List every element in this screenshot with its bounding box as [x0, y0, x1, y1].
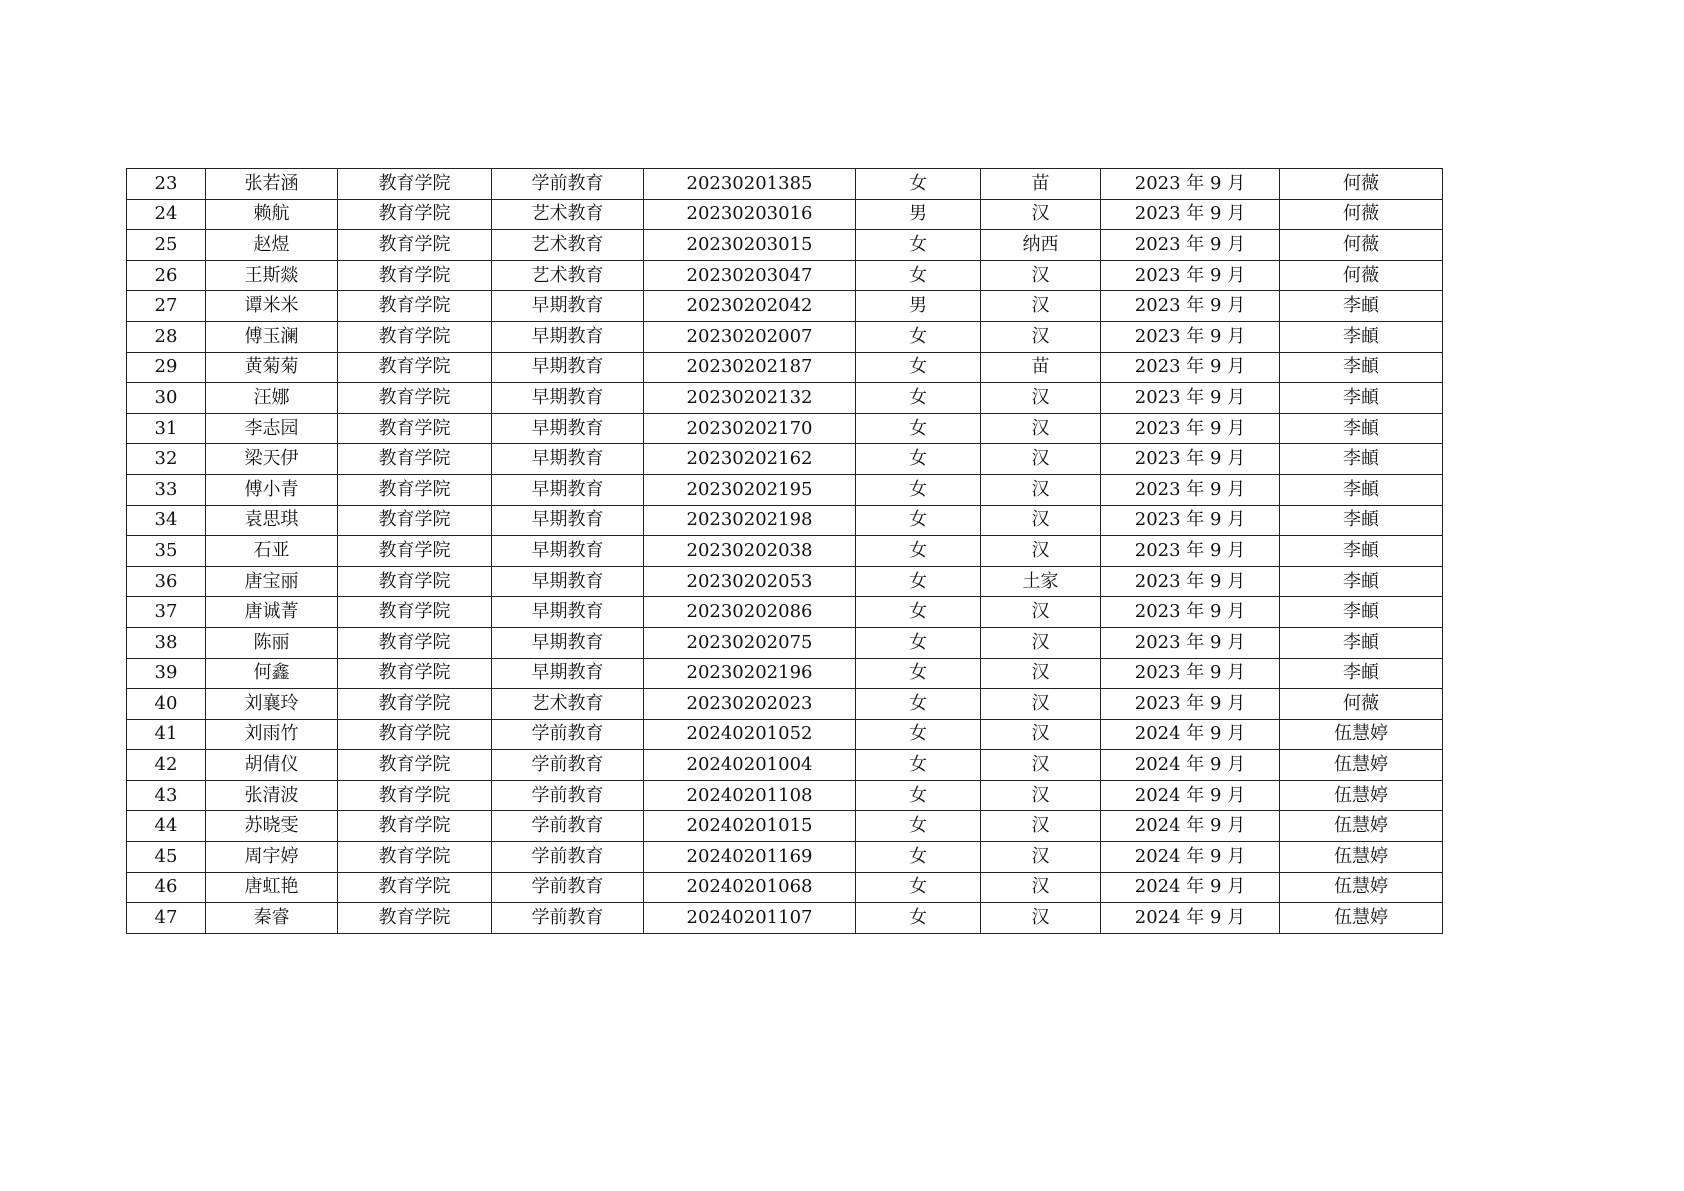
- table-row: [127, 689, 1443, 720]
- table-row: [127, 780, 1443, 811]
- college-cell: 教育学院: [338, 413, 492, 444]
- student-id-cell: 20230202170: [644, 413, 856, 444]
- gender-cell: 女: [856, 321, 981, 352]
- table-row: [127, 413, 1443, 444]
- row-number-cell: 39: [127, 658, 206, 689]
- enrollment-date-cell: 2023 年 9 月: [1101, 260, 1280, 291]
- ethnicity-cell: 汉: [981, 597, 1101, 628]
- student-id-cell: 20230203015: [644, 230, 856, 261]
- table-row: [127, 811, 1443, 842]
- advisor-cell: 何薇: [1280, 230, 1443, 261]
- enrollment-date-cell: 2024 年 9 月: [1101, 903, 1280, 934]
- advisor-cell: 伍慧婷: [1280, 750, 1443, 781]
- major-cell: 学前教育: [492, 750, 644, 781]
- table-row: [127, 597, 1443, 628]
- student-id-cell: 20230203047: [644, 260, 856, 291]
- gender-cell: 女: [856, 842, 981, 873]
- gender-cell: 女: [856, 780, 981, 811]
- enrollment-date-cell: 2023 年 9 月: [1101, 505, 1280, 536]
- row-number-cell: 29: [127, 352, 206, 383]
- student-name-cell: 王斯燚: [206, 260, 338, 291]
- row-number-cell: 28: [127, 321, 206, 352]
- table-row: [127, 260, 1443, 291]
- ethnicity-cell: 汉: [981, 750, 1101, 781]
- ethnicity-cell: 汉: [981, 627, 1101, 658]
- row-number-cell: 31: [127, 413, 206, 444]
- row-number-cell: 34: [127, 505, 206, 536]
- row-number-cell: 32: [127, 444, 206, 475]
- student-id-cell: 20230202196: [644, 658, 856, 689]
- major-cell: 早期教育: [492, 597, 644, 628]
- enrollment-date-cell: 2023 年 9 月: [1101, 169, 1280, 200]
- college-cell: 教育学院: [338, 199, 492, 230]
- major-cell: 早期教育: [492, 658, 644, 689]
- gender-cell: 女: [856, 811, 981, 842]
- advisor-cell: 李頔: [1280, 658, 1443, 689]
- ethnicity-cell: 汉: [981, 842, 1101, 873]
- gender-cell: 女: [856, 474, 981, 505]
- student-name-cell: 汪娜: [206, 383, 338, 414]
- advisor-cell: 李頔: [1280, 474, 1443, 505]
- table-row: [127, 321, 1443, 352]
- student-name-cell: 李志园: [206, 413, 338, 444]
- college-cell: 教育学院: [338, 383, 492, 414]
- row-number-cell: 42: [127, 750, 206, 781]
- student-name-cell: 秦睿: [206, 903, 338, 934]
- ethnicity-cell: 汉: [981, 536, 1101, 567]
- table-row: [127, 750, 1443, 781]
- gender-cell: 女: [856, 627, 981, 658]
- enrollment-date-cell: 2024 年 9 月: [1101, 811, 1280, 842]
- student-name-cell: 傅小青: [206, 474, 338, 505]
- student-id-cell: 20230202086: [644, 597, 856, 628]
- college-cell: 教育学院: [338, 505, 492, 536]
- student-name-cell: 袁思琪: [206, 505, 338, 536]
- student-name-cell: 刘雨竹: [206, 719, 338, 750]
- gender-cell: 女: [856, 444, 981, 475]
- college-cell: 教育学院: [338, 903, 492, 934]
- enrollment-date-cell: 2023 年 9 月: [1101, 413, 1280, 444]
- student-id-cell: 20240201107: [644, 903, 856, 934]
- enrollment-date-cell: 2023 年 9 月: [1101, 474, 1280, 505]
- enrollment-date-cell: 2023 年 9 月: [1101, 230, 1280, 261]
- major-cell: 早期教育: [492, 352, 644, 383]
- table-row: [127, 842, 1443, 873]
- major-cell: 艺术教育: [492, 260, 644, 291]
- major-cell: 学前教育: [492, 719, 644, 750]
- ethnicity-cell: 土家: [981, 566, 1101, 597]
- advisor-cell: 李頔: [1280, 383, 1443, 414]
- student-name-cell: 张若涵: [206, 169, 338, 200]
- gender-cell: 女: [856, 566, 981, 597]
- advisor-cell: 李頔: [1280, 627, 1443, 658]
- major-cell: 学前教育: [492, 872, 644, 903]
- gender-cell: 女: [856, 413, 981, 444]
- enrollment-date-cell: 2023 年 9 月: [1101, 352, 1280, 383]
- ethnicity-cell: 汉: [981, 689, 1101, 720]
- student-name-cell: 石亚: [206, 536, 338, 567]
- table-row: [127, 444, 1443, 475]
- enrollment-date-cell: 2024 年 9 月: [1101, 780, 1280, 811]
- table-row: [127, 627, 1443, 658]
- student-id-cell: 20230202198: [644, 505, 856, 536]
- college-cell: 教育学院: [338, 719, 492, 750]
- gender-cell: 女: [856, 872, 981, 903]
- student-name-cell: 唐虹艳: [206, 872, 338, 903]
- major-cell: 早期教育: [492, 413, 644, 444]
- college-cell: 教育学院: [338, 321, 492, 352]
- advisor-cell: 何薇: [1280, 260, 1443, 291]
- student-id-cell: 20240201108: [644, 780, 856, 811]
- major-cell: 早期教育: [492, 321, 644, 352]
- major-cell: 学前教育: [492, 811, 644, 842]
- major-cell: 学前教育: [492, 169, 644, 200]
- college-cell: 教育学院: [338, 169, 492, 200]
- table-row: [127, 352, 1443, 383]
- enrollment-date-cell: 2023 年 9 月: [1101, 627, 1280, 658]
- student-id-cell: 20230202042: [644, 291, 856, 322]
- advisor-cell: 李頔: [1280, 413, 1443, 444]
- gender-cell: 女: [856, 169, 981, 200]
- student-name-cell: 谭米米: [206, 291, 338, 322]
- major-cell: 早期教育: [492, 474, 644, 505]
- gender-cell: 女: [856, 689, 981, 720]
- ethnicity-cell: 汉: [981, 444, 1101, 475]
- enrollment-date-cell: 2023 年 9 月: [1101, 597, 1280, 628]
- gender-cell: 女: [856, 658, 981, 689]
- ethnicity-cell: 汉: [981, 903, 1101, 934]
- advisor-cell: 何薇: [1280, 689, 1443, 720]
- table-row: [127, 903, 1443, 934]
- ethnicity-cell: 汉: [981, 199, 1101, 230]
- advisor-cell: 李頔: [1280, 321, 1443, 352]
- student-name-cell: 周宇婷: [206, 842, 338, 873]
- ethnicity-cell: 汉: [981, 474, 1101, 505]
- student-roster-sheet: [126, 168, 1442, 934]
- enrollment-date-cell: 2024 年 9 月: [1101, 872, 1280, 903]
- college-cell: 教育学院: [338, 260, 492, 291]
- row-number-cell: 35: [127, 536, 206, 567]
- student-name-cell: 赖航: [206, 199, 338, 230]
- major-cell: 早期教育: [492, 383, 644, 414]
- college-cell: 教育学院: [338, 689, 492, 720]
- college-cell: 教育学院: [338, 566, 492, 597]
- major-cell: 早期教育: [492, 444, 644, 475]
- table-row: [127, 566, 1443, 597]
- college-cell: 教育学院: [338, 780, 492, 811]
- student-id-cell: 20230202075: [644, 627, 856, 658]
- advisor-cell: 何薇: [1280, 169, 1443, 200]
- gender-cell: 女: [856, 352, 981, 383]
- row-number-cell: 47: [127, 903, 206, 934]
- gender-cell: 女: [856, 260, 981, 291]
- gender-cell: 女: [856, 903, 981, 934]
- major-cell: 艺术教育: [492, 230, 644, 261]
- row-number-cell: 45: [127, 842, 206, 873]
- student-id-cell: 20230202038: [644, 536, 856, 567]
- student-name-cell: 苏晓雯: [206, 811, 338, 842]
- row-number-cell: 25: [127, 230, 206, 261]
- gender-cell: 女: [856, 719, 981, 750]
- student-name-cell: 刘襄玲: [206, 689, 338, 720]
- student-name-cell: 陈丽: [206, 627, 338, 658]
- ethnicity-cell: 纳西: [981, 230, 1101, 261]
- row-number-cell: 26: [127, 260, 206, 291]
- row-number-cell: 41: [127, 719, 206, 750]
- advisor-cell: 李頔: [1280, 352, 1443, 383]
- gender-cell: 女: [856, 230, 981, 261]
- ethnicity-cell: 汉: [981, 291, 1101, 322]
- enrollment-date-cell: 2023 年 9 月: [1101, 689, 1280, 720]
- student-id-cell: 20240201068: [644, 872, 856, 903]
- enrollment-date-cell: 2023 年 9 月: [1101, 383, 1280, 414]
- student-id-cell: 20230203016: [644, 199, 856, 230]
- ethnicity-cell: 汉: [981, 321, 1101, 352]
- student-name-cell: 唐诚菁: [206, 597, 338, 628]
- advisor-cell: 伍慧婷: [1280, 903, 1443, 934]
- gender-cell: 男: [856, 291, 981, 322]
- student-id-cell: 20230202132: [644, 383, 856, 414]
- enrollment-date-cell: 2023 年 9 月: [1101, 321, 1280, 352]
- student-id-cell: 20230202053: [644, 566, 856, 597]
- major-cell: 早期教育: [492, 505, 644, 536]
- college-cell: 教育学院: [338, 291, 492, 322]
- advisor-cell: 李頔: [1280, 597, 1443, 628]
- gender-cell: 女: [856, 505, 981, 536]
- table-row: [127, 505, 1443, 536]
- student-id-cell: 20240201004: [644, 750, 856, 781]
- advisor-cell: 何薇: [1280, 199, 1443, 230]
- enrollment-date-cell: 2024 年 9 月: [1101, 719, 1280, 750]
- college-cell: 教育学院: [338, 811, 492, 842]
- advisor-cell: 伍慧婷: [1280, 811, 1443, 842]
- enrollment-date-cell: 2024 年 9 月: [1101, 750, 1280, 781]
- table-row: [127, 230, 1443, 261]
- student-name-cell: 唐宝丽: [206, 566, 338, 597]
- student-id-cell: 20240201052: [644, 719, 856, 750]
- advisor-cell: 伍慧婷: [1280, 872, 1443, 903]
- major-cell: 早期教育: [492, 536, 644, 567]
- advisor-cell: 李頔: [1280, 536, 1443, 567]
- ethnicity-cell: 苗: [981, 352, 1101, 383]
- ethnicity-cell: 汉: [981, 780, 1101, 811]
- student-id-cell: 20230202195: [644, 474, 856, 505]
- enrollment-date-cell: 2023 年 9 月: [1101, 536, 1280, 567]
- table-row: [127, 199, 1443, 230]
- row-number-cell: 24: [127, 199, 206, 230]
- major-cell: 学前教育: [492, 842, 644, 873]
- student-name-cell: 张清波: [206, 780, 338, 811]
- table-row: [127, 383, 1443, 414]
- table-row: [127, 474, 1443, 505]
- college-cell: 教育学院: [338, 627, 492, 658]
- row-number-cell: 43: [127, 780, 206, 811]
- student-name-cell: 赵煜: [206, 230, 338, 261]
- gender-cell: 女: [856, 750, 981, 781]
- ethnicity-cell: 汉: [981, 811, 1101, 842]
- college-cell: 教育学院: [338, 230, 492, 261]
- table-row: [127, 658, 1443, 689]
- roster-body: [127, 169, 1443, 934]
- table-row: [127, 291, 1443, 322]
- student-id-cell: 20230202023: [644, 689, 856, 720]
- student-id-cell: 20230202187: [644, 352, 856, 383]
- student-name-cell: 梁天伊: [206, 444, 338, 475]
- student-id-cell: 20230202007: [644, 321, 856, 352]
- enrollment-date-cell: 2023 年 9 月: [1101, 291, 1280, 322]
- advisor-cell: 李頔: [1280, 444, 1443, 475]
- college-cell: 教育学院: [338, 842, 492, 873]
- enrollment-date-cell: 2024 年 9 月: [1101, 842, 1280, 873]
- row-number-cell: 38: [127, 627, 206, 658]
- student-roster-table: [126, 168, 1443, 934]
- ethnicity-cell: 汉: [981, 719, 1101, 750]
- student-id-cell: 20240201015: [644, 811, 856, 842]
- major-cell: 艺术教育: [492, 689, 644, 720]
- college-cell: 教育学院: [338, 597, 492, 628]
- enrollment-date-cell: 2023 年 9 月: [1101, 444, 1280, 475]
- college-cell: 教育学院: [338, 750, 492, 781]
- table-row: [127, 169, 1443, 200]
- ethnicity-cell: 汉: [981, 260, 1101, 291]
- student-name-cell: 何鑫: [206, 658, 338, 689]
- advisor-cell: 李頔: [1280, 291, 1443, 322]
- enrollment-date-cell: 2023 年 9 月: [1101, 566, 1280, 597]
- ethnicity-cell: 汉: [981, 383, 1101, 414]
- advisor-cell: 伍慧婷: [1280, 780, 1443, 811]
- row-number-cell: 44: [127, 811, 206, 842]
- college-cell: 教育学院: [338, 872, 492, 903]
- row-number-cell: 23: [127, 169, 206, 200]
- ethnicity-cell: 汉: [981, 413, 1101, 444]
- advisor-cell: 伍慧婷: [1280, 842, 1443, 873]
- enrollment-date-cell: 2023 年 9 月: [1101, 199, 1280, 230]
- row-number-cell: 36: [127, 566, 206, 597]
- student-name-cell: 傅玉澜: [206, 321, 338, 352]
- major-cell: 学前教育: [492, 780, 644, 811]
- student-id-cell: 20240201169: [644, 842, 856, 873]
- college-cell: 教育学院: [338, 444, 492, 475]
- gender-cell: 男: [856, 199, 981, 230]
- gender-cell: 女: [856, 597, 981, 628]
- row-number-cell: 40: [127, 689, 206, 720]
- student-name-cell: 黄菊菊: [206, 352, 338, 383]
- gender-cell: 女: [856, 536, 981, 567]
- table-row: [127, 872, 1443, 903]
- college-cell: 教育学院: [338, 536, 492, 567]
- advisor-cell: 李頔: [1280, 566, 1443, 597]
- major-cell: 艺术教育: [492, 199, 644, 230]
- row-number-cell: 27: [127, 291, 206, 322]
- student-id-cell: 20230202162: [644, 444, 856, 475]
- row-number-cell: 33: [127, 474, 206, 505]
- college-cell: 教育学院: [338, 658, 492, 689]
- major-cell: 早期教育: [492, 291, 644, 322]
- major-cell: 早期教育: [492, 566, 644, 597]
- row-number-cell: 46: [127, 872, 206, 903]
- major-cell: 早期教育: [492, 627, 644, 658]
- table-row: [127, 536, 1443, 567]
- ethnicity-cell: 汉: [981, 658, 1101, 689]
- college-cell: 教育学院: [338, 352, 492, 383]
- gender-cell: 女: [856, 383, 981, 414]
- ethnicity-cell: 汉: [981, 872, 1101, 903]
- row-number-cell: 30: [127, 383, 206, 414]
- ethnicity-cell: 苗: [981, 169, 1101, 200]
- ethnicity-cell: 汉: [981, 505, 1101, 536]
- row-number-cell: 37: [127, 597, 206, 628]
- advisor-cell: 伍慧婷: [1280, 719, 1443, 750]
- major-cell: 学前教育: [492, 903, 644, 934]
- enrollment-date-cell: 2023 年 9 月: [1101, 658, 1280, 689]
- student-name-cell: 胡倩仪: [206, 750, 338, 781]
- student-id-cell: 20230201385: [644, 169, 856, 200]
- table-row: [127, 719, 1443, 750]
- college-cell: 教育学院: [338, 474, 492, 505]
- advisor-cell: 李頔: [1280, 505, 1443, 536]
